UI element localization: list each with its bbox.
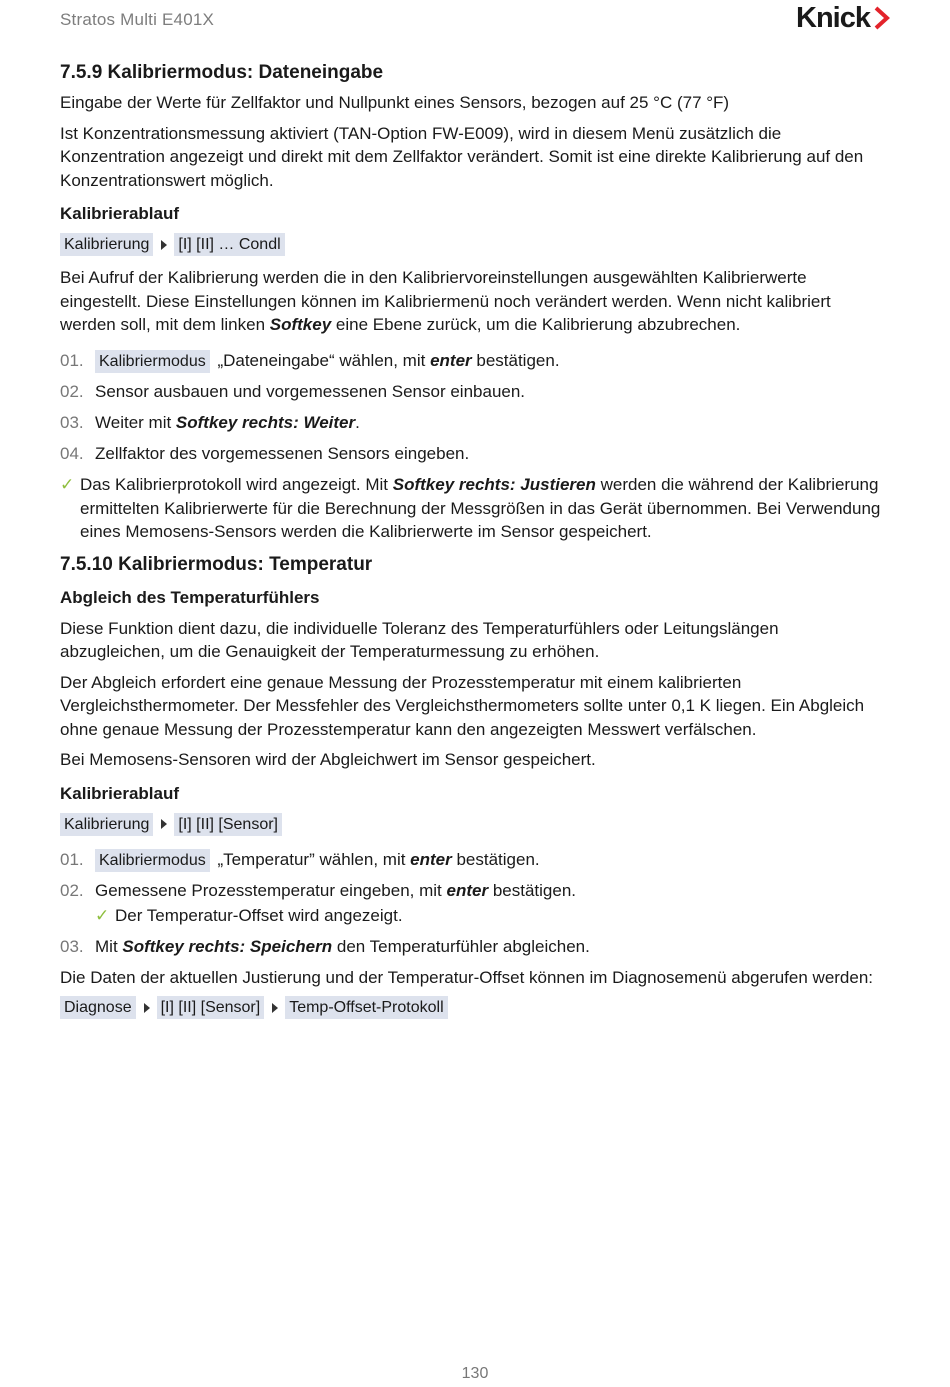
list-item: 02. Sensor ausbauen und vorgemessenen Sensor einbauen. [60, 380, 888, 404]
menu-path-item: Kalibriermodus [95, 849, 210, 872]
list-item: 01. Kalibriermodus „Dateneingabe“ wählen, mit enter bestätigen. [60, 349, 888, 373]
list-item: 01. Kalibriermodus „Temperatur” wählen, mit enter bestätigen. [60, 848, 888, 872]
concentration-paragraph: Ist Konzentrationsmessung aktiviert (TAN-Option FW-E009), wird in diesem Menü zusätzlich die Konzentration angezeigt und direkt mit dem Zellfaktor verändert. Somit ist eine direkte Kalibrierung auf den Konzentrationswert möglich. [60, 123, 864, 190]
menu-path [60, 813, 888, 836]
step-number: 02. [60, 382, 84, 401]
subheading-abgleich: Abgleich des Temperaturfühlers [60, 587, 320, 607]
section-heading-759: 7.5.9 Kalibriermodus: Dateneingabe [60, 62, 384, 83]
subheading-kalibrierablauf: Kalibrierablauf [60, 204, 180, 223]
result-note: ✓ Das Kalibrierprotokoll wird angezeigt. Mit Softkey rechts: Justieren werden die während der Kalibrierung ermittelten Kalibrierwerte für die Berechnung der Messgrößen in das Gerät übernommen. Bei Verwendung eines Memosens-Sensors werden die Kalibrierwerte im Sensor gespeichert. [60, 475, 881, 541]
checkmark-icon: ✓ [95, 905, 110, 925]
list-item: 03. Weiter mit Softkey rechts: Weiter. [60, 411, 888, 435]
menu-path-item: Diagnose [60, 996, 136, 1019]
list-item: 03. Mit Softkey rechts: Speichern den Temperaturfühler abgleichen. [60, 935, 888, 959]
menu-path [60, 233, 888, 256]
step-number: 03. [60, 413, 84, 432]
knick-logo [796, 2, 890, 34]
list-item: 02. Gemessene Prozesstemperatur eingeben, mit enter bestätigen. ✓ Der Temperatur-Offset wird angezeigt. [60, 879, 888, 927]
checkmark-icon: ✓ [60, 475, 75, 494]
step-result: ✓ Der Temperatur-Offset wird angezeigt. [95, 904, 888, 928]
menu-path-item: Temp-Offset-Protokoll [285, 996, 447, 1019]
menu-path-item: [I] [II] [Sensor] [174, 813, 282, 836]
subheading-kalibrierablauf-2: Kalibrierablauf [60, 783, 180, 803]
menu-path [60, 996, 888, 1019]
step-number: 04. [60, 444, 84, 463]
page-number: 130 [461, 1365, 489, 1382]
menu-path-item: Kalibriermodus [95, 350, 210, 373]
diagnosis-paragraph: Die Daten der aktuellen Justierung und der Temperatur-Offset können im Diagnosemenü abgerufen werden: [60, 967, 874, 987]
step-list [60, 349, 888, 466]
step-list [60, 848, 888, 959]
memosens-paragraph: Bei Memosens-Sensoren wird der Abgleichwert im Sensor gespeichert. [60, 750, 596, 769]
document-header-title: Stratos Multi E401X [60, 10, 215, 29]
menu-path-item: [I] [II] … Condl [174, 233, 284, 256]
path-arrow-icon [161, 240, 167, 250]
step-number: 03. [60, 936, 84, 956]
logo-text: Knick [796, 1, 870, 34]
step-number: 02. [60, 881, 84, 900]
path-arrow-icon [272, 1003, 278, 1013]
path-arrow-icon [161, 819, 167, 829]
logo-chevron-icon [874, 6, 890, 30]
calibration-call-paragraph: Bei Aufruf der Kalibrierung werden die in den Kalibriervoreinstellungen ausgewählten Kalibrierwerte eingestellt. Diese Einstellungen können im Kalibriermenü noch verändert werden. Wenn nicht kalibriert werden soll, mit dem linken Softkey eine Ebene zurück, um die Kalibrierung abzubrechen. [60, 268, 831, 334]
menu-path-item: [I] [II] [Sensor] [157, 996, 265, 1019]
requirement-paragraph: Der Abgleich erfordert eine genaue Messung der Prozesstemperatur mit einem kalibrierten Vergleichsthermometer. Der Messfehler des Vergleichsthermometers sollte unter 0,1 K liegen. Ein Abgleich ohne genaue Messung der Prozesstemperatur kann den angezeigten Messwert verfälschen. [60, 672, 865, 739]
intro-paragraph: Eingabe der Werte für Zellfaktor und Nullpunkt eines Sensors, bezogen auf 25 °C (77 °F) [60, 93, 730, 112]
list-item: 04. Zellfaktor des vorgemessenen Sensors eingeben. [60, 442, 888, 466]
function-paragraph: Diese Funktion dient dazu, die individuelle Toleranz des Temperaturfühlers oder Leitungslängen abzugleichen, um die Genauigkeit der Temperaturmessung zu erhöhen. [60, 618, 779, 661]
step-number: 01. [60, 350, 84, 370]
page-content [60, 62, 888, 1029]
menu-path-item: Kalibrierung [60, 813, 153, 836]
step-number: 01. [60, 849, 84, 869]
menu-path-item: Kalibrierung [60, 233, 153, 256]
path-arrow-icon [144, 1003, 150, 1013]
section-heading-7510: 7.5.10 Kalibriermodus: Temperatur [60, 553, 373, 575]
